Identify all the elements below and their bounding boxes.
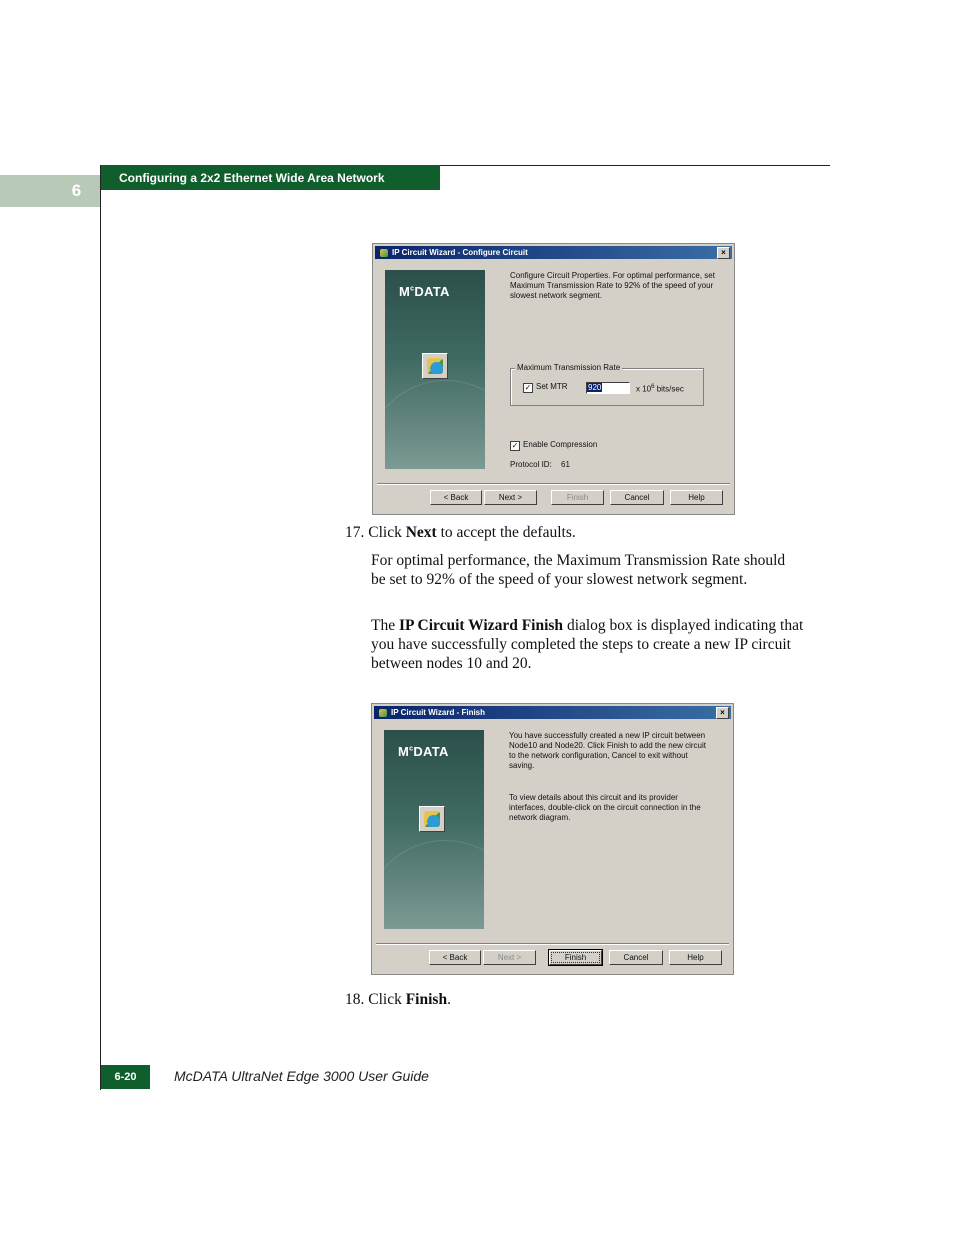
dialog-title: IP Circuit Wizard - Configure Circuit [392,248,528,257]
protocol-id-value: 61 [561,460,570,469]
step-17-bold: Next [405,524,437,541]
page-number: 6-20 [101,1065,150,1089]
step-17-text-after: to accept the defaults. [436,524,576,541]
mtr-value: 920 [588,383,602,392]
step-18-text-before: Click [368,991,406,1008]
protocol-id-label: Protocol ID: [510,460,552,469]
dialog-titlebar [374,706,731,719]
finish-button[interactable]: Finish [551,490,604,505]
finish-message-2: To view details about this circuit and its provider interfaces, double-click on the circuit connection in the network diagram. [509,793,701,822]
finish-message-1: You have successfully created a new IP circuit between Node10 and Node20. Click Finish to add the new circuit to the network configuration, Cancel to exit without saving. [509,731,706,770]
guide-title: McDATA UltraNet Edge 3000 User Guide [174,1068,429,1084]
mtr-unit-prefix: x 10 [636,384,652,394]
help-button[interactable]: Help [669,950,722,965]
para-finish-after: dialog box is displayed indicating that you have successfully completed the steps to create a new IP circuit between nodes 10 and 20. [371,617,804,672]
back-button[interactable]: < Back [430,490,482,505]
next-button[interactable]: Next > [483,950,536,965]
step-17 [345,523,825,542]
chapter-tab [0,175,101,207]
cancel-button[interactable]: Cancel [610,490,664,505]
mtr-unit-suffix: bits/sec [656,384,684,394]
set-mtr-label: Set MTR [536,382,568,391]
configure-circuit-dialog [372,243,735,515]
step-18-bold: Finish [405,991,448,1008]
finish-button[interactable] [549,950,602,965]
mtr-input[interactable] [586,382,630,394]
enable-compression-label: Enable Compression [523,440,598,449]
para-finish-bold: IP Circuit Wizard Finish [398,617,564,634]
button-separator [377,483,730,485]
dialog-titlebar [375,246,732,259]
mtr-unit [636,382,684,395]
brand-side-panel [385,270,485,469]
help-button[interactable]: Help [670,490,723,505]
wizard-app-icon [422,353,448,379]
set-mtr-checkbox[interactable]: ✓ [524,383,532,392]
enable-compression-checkbox[interactable]: ✓ [511,441,519,450]
close-button[interactable]: × [716,707,729,719]
button-separator [376,943,729,945]
next-button[interactable]: Next > [484,490,537,505]
dialog-title: IP Circuit Wizard - Finish [391,708,486,717]
para-finish-before: The [371,617,399,634]
step-17-number: 17. [345,524,365,541]
step-18 [345,990,825,1009]
step-18-number: 18. [345,991,365,1008]
paragraph-finish-dialog [371,616,826,673]
wizard-title-icon [379,248,389,258]
left-margin-rule [100,165,101,1090]
mtr-group-label: Maximum Transmission Rate [517,363,621,372]
brand-side-panel [384,730,484,929]
section-title: Configuring a 2x2 Ethernet Wide Area Network [119,170,385,185]
chapter-number: 6 [71,181,82,200]
back-button[interactable]: < Back [429,950,481,965]
step-17-text-before: Click [368,524,406,541]
mtr-unit-exp: 6 [651,384,655,390]
step-18-text-after: . [447,991,451,1008]
wizard-title-icon [378,708,388,718]
configure-description: Configure Circuit Properties. For optimal performance, set Maximum Transmission Rate to 92% of the speed of your slowest network segment. [510,271,715,300]
finish-dialog [371,703,734,975]
mcdata-logo: $M^cDATA$ [399,284,450,299]
mcdata-logo: $M^cDATA$ [398,744,449,759]
cancel-button[interactable]: Cancel [609,950,663,965]
mtr-groupbox [510,363,704,406]
section-header [101,165,440,190]
header-rule [440,165,830,166]
paragraph-optimal-performance: For optimal performance, the Maximum Transmission Rate should be set to 92% of the speed of your slowest network segment. [371,552,786,588]
wizard-app-icon [419,806,445,832]
close-button[interactable]: × [717,247,730,259]
finish-button-label: Finish [551,952,600,963]
